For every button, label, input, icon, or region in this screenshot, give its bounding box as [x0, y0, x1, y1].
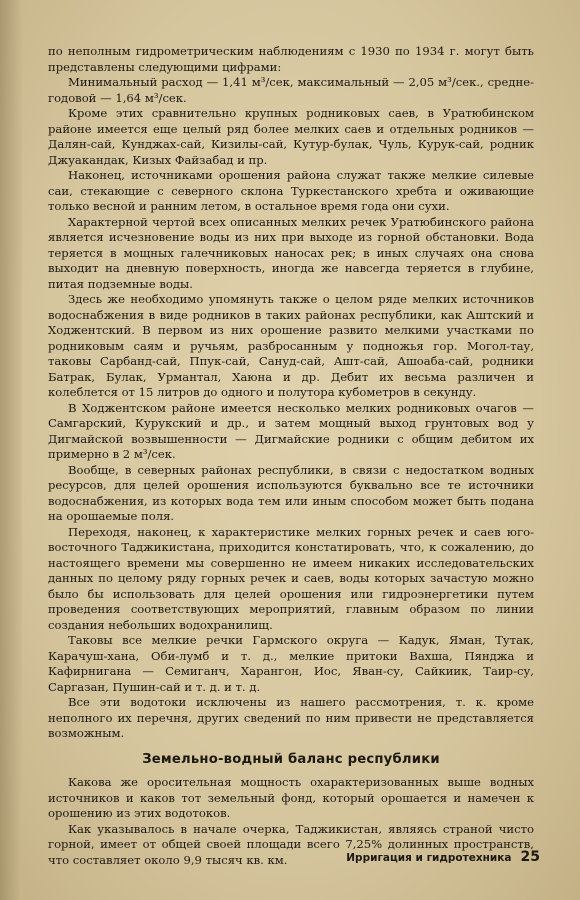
paragraph: Наконец, источниками орошения района служат также мелкие силевые саи, стекающие с северного склона Туркестанского хребта и оживающие только весной и ранним летом, в остальное время года они сухи.	[48, 168, 534, 213]
paragraph: Характерной чертой всех описанных мелких речек Уратюбинского района является исчезновение воды из них при выходе из горной обстановки. Вода теряется в мощных галечниковых наносах рек; в иных случаях она снова выходит на дневную поверхность, иногда же навсегда теряется в глубине, питая подземные воды.	[48, 214, 534, 291]
section-heading: Земельно-водный баланс республики	[142, 751, 440, 767]
running-title: Ирригация и гидротехника	[346, 852, 512, 864]
paragraph: Здесь же необходимо упомянуть также о целом ряде мелких источников водоснабжения в виде родников в таких районах республики, как Аштский и Ходжентский. В первом из них орошение развито мелкими участками по родниковым саям и ручьям, разбросанным у подножья гор. Могол-тау, таковы Сарбанд-сай, Ппук-сай, Сануд-сай, Ашт-сай, Ашоаба-сай, родники Батрак, Булак, Урмантал, Хаюна и др. Дебит их весьма различен и колеблется от 15 литров до одного и полутора кубометров в секунду.	[48, 292, 534, 399]
paragraph: В Ходжентском районе имеется несколько мелких родниковых очагов — Самгарский, Курукский и др., и затем мощный выход грунтовых вод у Дигмайской возвышенности — Дигмайские родники с общим дебитом их примерно в 2 м³/сек.	[48, 400, 534, 461]
paragraph: Какова же оросительная мощность охарактеризованных выше водных источников и каков тот земельный фонд, который орошается и намечен к орошению из этих водотоков.	[48, 775, 534, 820]
page-number: 25	[520, 849, 540, 865]
paragraph: Кроме этих сравнительно крупных родниковых саев, в Уратюбинском районе имеется еще целый ряд более мелких саев и отдельных родников — Далян-сай, Кунджах-сай, Кизилы-сай, Кутур-булак, Чуль, Курук-сай, родник Джуакандак, Кизых Файзабад и пр.	[48, 106, 534, 167]
paragraph: Как указывалось в начале очерка, Таджикистан, являясь страной чисто горной, имеет от общей своей площади всего 7,25% долинных пространств, что составляет около 9,9 тысяч кв. км.	[48, 821, 534, 867]
paragraph: по неполным гидрометрическим наблюдениям с 1930 по 1934 г. могут быть представлены следующими цифрами:	[48, 44, 534, 74]
paragraph: Таковы все мелкие речки Гармского округа — Кадук, Яман, Тутак, Карачуш-хана, Оби-лумб и т. д., мелкие притоки Вахша, Пянджа и Кафирнигана — Семиганч, Харангон, Иос, Яван-су, Сайкиик, Таир-су, Саргазан, Пушин-сай и т. д. и т. д.	[48, 633, 534, 694]
binding-shadow	[0, 0, 22, 900]
body-text	[48, 44, 534, 868]
paragraph: Минимальный расход — 1,41 м³/сек, максимальный — 2,05 м³/сек., средне-годовой — 1,64 м³/сек.	[48, 75, 534, 105]
paragraph: Вообще, в северных районах республики, в связи с недостатком водных ресурсов, для целей орошения используются буквально все те источники водоснабжения, из которых вода тем или иным способом может быть подана на орошаемые поля.	[48, 462, 534, 523]
paragraph: Все эти водотоки исключены из нашего рассмотрения, т. к. кроме неполного их перечня, других сведений по ним привести не представляется возможным.	[48, 695, 534, 740]
page-footer	[346, 846, 540, 865]
paragraph: Переходя, наконец, к характеристике мелких горных речек и саев юго-восточного Таджикистана, приходится констатировать, что, к сожалению, до настоящего времени мы совершенно не имеем никаких исследовательских данных по целому ряду горных речек и саев, воды которых зачастую можно было бы использовать для целей орошения или гидроэнергетики путем проведения соответствующих мероприятий, главным образом по линии создания небольших водохранилищ.	[48, 524, 534, 632]
